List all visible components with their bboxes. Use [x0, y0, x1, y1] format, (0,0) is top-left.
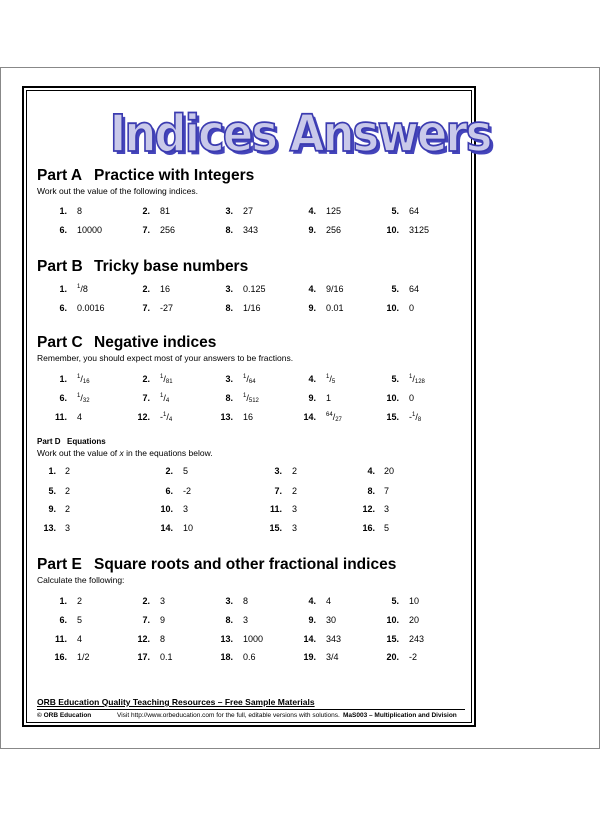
- question-number: 7.: [274, 486, 282, 496]
- question-number: 5.: [391, 206, 399, 216]
- question-number: 6.: [59, 393, 67, 403]
- part-a-name: Practice with Integers: [94, 167, 255, 184]
- answer-value: 1: [326, 393, 332, 403]
- answer-item: [0, 393, 600, 407]
- question-number: 3.: [225, 284, 233, 294]
- question-number: 17.: [137, 652, 150, 662]
- question-number: 9.: [48, 504, 56, 514]
- answer-value: 2: [65, 486, 71, 496]
- answer-value: 2: [77, 596, 83, 606]
- question-number: 4.: [367, 466, 375, 476]
- question-number: 1.: [48, 466, 56, 476]
- part-d-name: Equations: [67, 437, 106, 446]
- answer-value: 8: [160, 634, 166, 644]
- footer-url-text: Visit http://www.orbeducation.com for the full, editable versions with solutions.: [117, 712, 340, 719]
- part-e-heading: [37, 556, 396, 574]
- answer-value: 8: [243, 596, 249, 606]
- answer-value: 0: [409, 393, 415, 403]
- question-number: 8.: [367, 486, 375, 496]
- question-number: 11.: [269, 504, 282, 514]
- answer-value: $-^1/_8$: [409, 412, 422, 423]
- question-number: 15.: [386, 634, 399, 644]
- answer-value: $^1$/8: [77, 284, 88, 294]
- question-number: 9.: [308, 615, 316, 625]
- part-b-label: Part B: [37, 258, 83, 275]
- question-number: 16.: [54, 652, 67, 662]
- part-e-name: Square roots and other fractional indices: [94, 556, 397, 573]
- footer-copyright: © ORB Education: [37, 712, 92, 719]
- question-number: 6.: [59, 303, 67, 313]
- question-number: 11.: [54, 634, 67, 644]
- answer-value: 0.0016: [77, 303, 105, 313]
- question-number: 9.: [308, 303, 316, 313]
- answer-value: 0.6: [243, 652, 256, 662]
- answer-value: 4: [326, 596, 332, 606]
- answer-value: 2: [292, 466, 298, 476]
- part-c-name: Negative indices: [94, 334, 217, 351]
- answer-value: 5: [183, 466, 189, 476]
- answer-item: [0, 206, 600, 220]
- answer-item: [0, 596, 600, 610]
- answer-item: [0, 615, 600, 629]
- answer-value: 0.125: [243, 284, 266, 294]
- answer-value: $^1/_{81}$: [160, 374, 173, 385]
- answer-value: -2: [183, 486, 192, 496]
- answer-value: 3: [65, 523, 71, 533]
- answer-value: 64: [409, 206, 420, 216]
- answer-value: 10: [183, 523, 194, 533]
- answer-value: 5: [77, 615, 83, 625]
- worksheet-title: Indices Answers: [109, 103, 491, 164]
- part-d-heading: [37, 437, 106, 446]
- answer-value: 10000: [77, 225, 103, 235]
- answer-item: [0, 504, 600, 518]
- answer-value: 3: [384, 504, 390, 514]
- answer-item: [0, 303, 600, 317]
- answer-value: 16: [243, 412, 254, 422]
- answer-item: [0, 652, 600, 666]
- answer-value: 5: [384, 523, 390, 533]
- answer-value: 3/4: [326, 652, 339, 662]
- answer-value: 7: [384, 486, 390, 496]
- answer-value: 9: [160, 615, 166, 625]
- answer-item: [0, 634, 600, 648]
- answer-item: [0, 486, 600, 500]
- question-number: 3.: [225, 596, 233, 606]
- question-number: 7.: [142, 303, 150, 313]
- answer-value: $^1/_{512}$: [243, 393, 259, 404]
- answer-value: 10: [409, 596, 420, 606]
- answer-value: 3125: [409, 225, 430, 235]
- question-number: 20.: [386, 652, 399, 662]
- answer-value: 343: [326, 634, 342, 644]
- question-number: 9.: [308, 225, 316, 235]
- answer-value: 256: [326, 225, 342, 235]
- answer-item: [0, 225, 600, 239]
- question-number: 8.: [225, 393, 233, 403]
- question-number: 10.: [386, 393, 399, 403]
- question-number: 13.: [43, 523, 56, 533]
- question-number: 13.: [220, 412, 233, 422]
- question-number: 6.: [165, 486, 173, 496]
- question-number: 7.: [142, 393, 150, 403]
- answer-value: 3: [183, 504, 189, 514]
- answer-value: 30: [326, 615, 337, 625]
- question-number: 3.: [225, 206, 233, 216]
- part-b-name: Tricky base numbers: [94, 258, 249, 275]
- answer-value: $^1/_4$: [160, 393, 170, 404]
- answer-value: 256: [160, 225, 176, 235]
- answer-value: 27: [243, 206, 254, 216]
- question-number: 6.: [59, 615, 67, 625]
- answer-value: $^{64}/_{27}$: [326, 412, 342, 423]
- question-number: 3.: [225, 374, 233, 384]
- question-number: 8.: [225, 225, 233, 235]
- answer-value: 1/2: [77, 652, 90, 662]
- answer-value: 0: [409, 303, 415, 313]
- answer-value: 20: [409, 615, 420, 625]
- part-c-heading: [37, 334, 216, 352]
- question-number: 1.: [59, 374, 67, 384]
- question-number: 14.: [303, 634, 316, 644]
- question-number: 10.: [386, 615, 399, 625]
- answer-item: [0, 374, 600, 388]
- question-number: 2.: [142, 374, 150, 384]
- answer-value: 3: [292, 523, 298, 533]
- question-number: 6.: [59, 225, 67, 235]
- answer-item: [0, 284, 600, 298]
- answer-value: 81: [160, 206, 171, 216]
- footer-divider: [37, 709, 465, 710]
- question-number: 7.: [142, 615, 150, 625]
- question-number: 7.: [142, 225, 150, 235]
- answer-value: 8: [77, 206, 83, 216]
- question-number: 15.: [269, 523, 282, 533]
- answer-value: 3: [243, 615, 249, 625]
- answer-value: $^1/_{64}$: [243, 374, 256, 385]
- answer-item: [0, 466, 600, 480]
- answer-item: [0, 412, 600, 426]
- answer-value: 0.01: [326, 303, 344, 313]
- question-number: 14.: [160, 523, 173, 533]
- answer-value: 4: [77, 412, 83, 422]
- answer-value: $^1/_{128}$: [409, 374, 425, 385]
- question-number: 4.: [308, 374, 316, 384]
- answer-value: 1000: [243, 634, 264, 644]
- part-a-heading: [37, 167, 254, 185]
- question-number: 2.: [142, 284, 150, 294]
- answer-value: 64: [409, 284, 420, 294]
- question-number: 18.: [220, 652, 233, 662]
- answer-value: $^1/_{32}$: [77, 393, 90, 404]
- answer-value: 125: [326, 206, 342, 216]
- part-d-label: Part D: [37, 437, 61, 446]
- question-number: 8.: [225, 615, 233, 625]
- answer-value: 243: [409, 634, 425, 644]
- question-number: 13.: [220, 634, 233, 644]
- question-number: 2.: [142, 206, 150, 216]
- answer-value: 20: [384, 466, 395, 476]
- answer-value: 4: [77, 634, 83, 644]
- question-number: 5.: [391, 374, 399, 384]
- answer-value: 9/16: [326, 284, 344, 294]
- part-e-instruction: Calculate the following:: [37, 575, 125, 585]
- answer-value: $^1/_{16}$: [77, 374, 90, 385]
- question-number: 19.: [303, 652, 316, 662]
- answer-value: 2: [65, 466, 71, 476]
- question-number: 5.: [391, 284, 399, 294]
- part-e-label: Part E: [37, 556, 82, 573]
- answer-item: [0, 523, 600, 537]
- question-number: 10.: [386, 303, 399, 313]
- answer-value: 3: [292, 504, 298, 514]
- answer-value: 16: [160, 284, 171, 294]
- answer-value: -2: [409, 652, 418, 662]
- question-number: 14.: [303, 412, 316, 422]
- part-a-label: Part A: [37, 167, 83, 184]
- question-number: 10.: [386, 225, 399, 235]
- question-number: 15.: [386, 412, 399, 422]
- question-number: 1.: [59, 206, 67, 216]
- answer-value: 2: [65, 504, 71, 514]
- question-number: 1.: [59, 596, 67, 606]
- footer-title: ORB Education Quality Teaching Resources – Free Sample Materials: [37, 697, 315, 707]
- question-number: 1.: [59, 284, 67, 294]
- question-number: 12.: [362, 504, 375, 514]
- answer-value: 2: [292, 486, 298, 496]
- answer-value: $^1/_5$: [326, 374, 336, 385]
- question-number: 4.: [308, 284, 316, 294]
- question-number: 5.: [391, 596, 399, 606]
- question-number: 10.: [160, 504, 173, 514]
- part-d-instruction: Work out the value of x in the equations below.: [37, 448, 213, 458]
- question-number: 16.: [362, 523, 375, 533]
- question-number: 12.: [137, 634, 150, 644]
- answer-value: 0.1: [160, 652, 173, 662]
- question-number: 5.: [48, 486, 56, 496]
- answer-value: -27: [160, 303, 174, 313]
- question-number: 3.: [274, 466, 282, 476]
- part-a-instruction: Work out the value of the following indices.: [37, 186, 198, 196]
- question-number: 8.: [225, 303, 233, 313]
- question-number: 4.: [308, 206, 316, 216]
- question-number: 12.: [137, 412, 150, 422]
- question-number: 2.: [165, 466, 173, 476]
- part-c-instruction: Remember, you should expect most of your answers to be fractions.: [37, 353, 294, 363]
- part-b-heading: [37, 258, 248, 276]
- answer-value: 3: [160, 596, 166, 606]
- question-number: 2.: [142, 596, 150, 606]
- answer-value: $-^1/_4$: [160, 412, 173, 423]
- answer-value: 1/16: [243, 303, 261, 313]
- answer-value: 343: [243, 225, 259, 235]
- question-number: 4.: [308, 596, 316, 606]
- footer-code: MaS003 – Multiplication and Division: [343, 712, 457, 719]
- question-number: 9.: [308, 393, 316, 403]
- question-number: 11.: [54, 412, 67, 422]
- part-c-label: Part C: [37, 334, 83, 351]
